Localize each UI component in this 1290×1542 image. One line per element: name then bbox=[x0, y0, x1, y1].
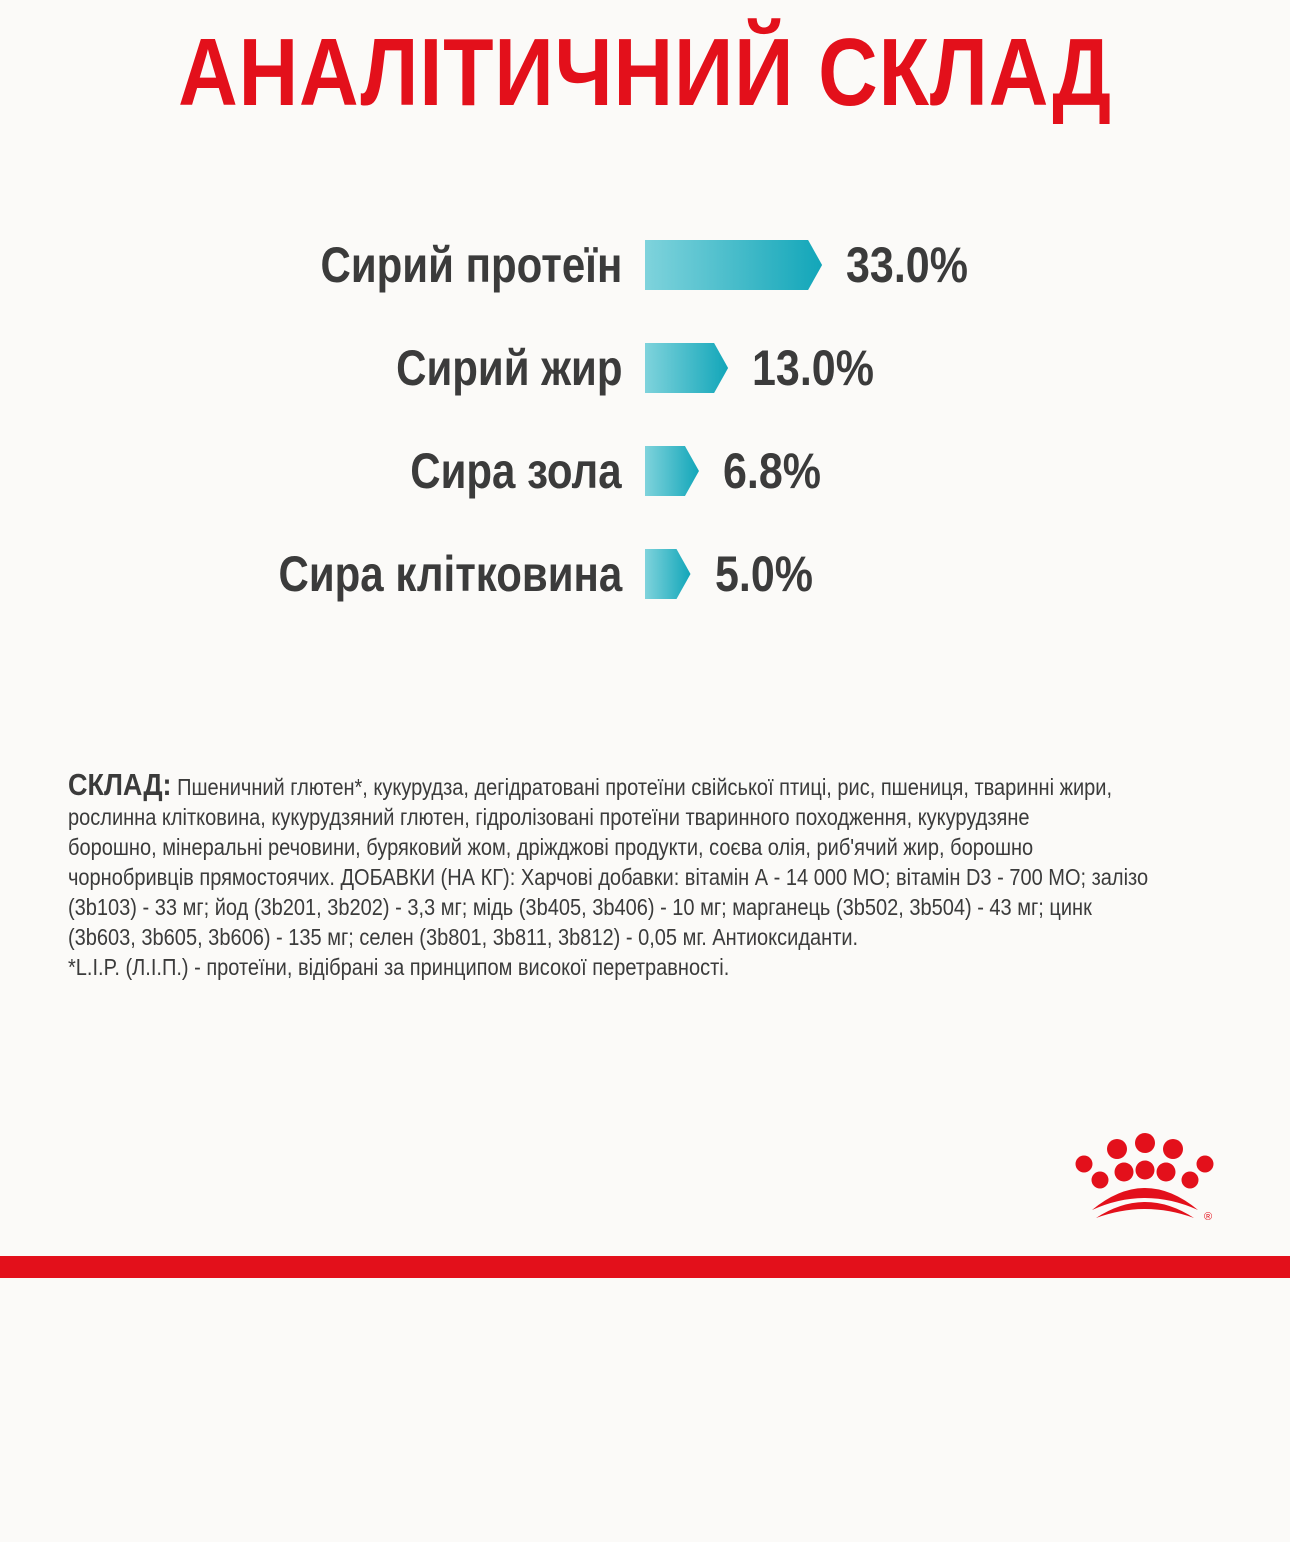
composition-line-2: рослинна клітковина, кукурудзяний глютен, гідролізовані протеїни тваринного походження, кукурудзяне bbox=[68, 804, 1030, 830]
bar-1 bbox=[645, 240, 822, 290]
bar-label-3: Сира зола bbox=[410, 443, 622, 499]
composition-lead: СКЛАД: bbox=[68, 767, 172, 802]
composition-line-3: борошно, мінеральні речовини, буряковий жом, дріжджові продукти, соєва олія, риб'ячий жир, борошно bbox=[68, 834, 1034, 860]
composition-line-6: (3b603, 3b605, 3b606) - 135 мг; селен (3b801, 3b811, 3b812) - 0,05 мг. Антиоксиданти. bbox=[68, 924, 859, 950]
bar-value-3: 6.8% bbox=[722, 443, 821, 499]
bar-label-4: Сира клітковина bbox=[278, 546, 622, 602]
footer-red-band bbox=[0, 1256, 1290, 1278]
bar-label-2: Сирий жир bbox=[395, 340, 622, 396]
bar-value-4: 5.0% bbox=[714, 546, 813, 602]
bar-label-1: Сирий протеїн bbox=[320, 237, 622, 293]
royal-canin-logo bbox=[1058, 1128, 1238, 1233]
composition-line-1-text: Пшеничний глютен*, кукурудза, дегідратовані протеїни свійської птиці, рис, пшениця, тваринні жири, bbox=[177, 774, 1113, 800]
page-title: АНАЛІТИЧНИЙ СКЛАД bbox=[178, 19, 1112, 126]
bar-3 bbox=[645, 446, 699, 496]
registered-mark: ® bbox=[1204, 1211, 1213, 1223]
composition-line-5: (3b103) - 33 мг; йод (3b201, 3b202) - 3,3 мг; мідь (3b405, 3b406) - 10 мг; марганець (3b502, 3b504) - 43 мг; цинк bbox=[68, 894, 1092, 920]
crown-icon bbox=[1058, 1128, 1238, 1228]
composition-line-7: *L.I.P. (Л.І.П.) - протеїни, відібрані за принципом високої перетравності. bbox=[68, 954, 730, 980]
bar-2 bbox=[645, 343, 728, 393]
composition-line-4: чорнобривців прямостоячих. ДОБАВКИ (НА КГ): Харчові добавки: вітамін А - 14 000 МО; вітамін D3 - 700 МО; залізо bbox=[68, 864, 1149, 890]
bar-value-2: 13.0% bbox=[752, 340, 875, 396]
bar-4 bbox=[645, 549, 691, 599]
bar-value-1: 33.0% bbox=[846, 237, 969, 293]
composition-line-1 bbox=[68, 767, 1225, 802]
nutrient-bar-chart bbox=[0, 220, 1290, 640]
composition-text bbox=[68, 767, 1225, 982]
chart-bars-svg bbox=[0, 220, 1290, 640]
